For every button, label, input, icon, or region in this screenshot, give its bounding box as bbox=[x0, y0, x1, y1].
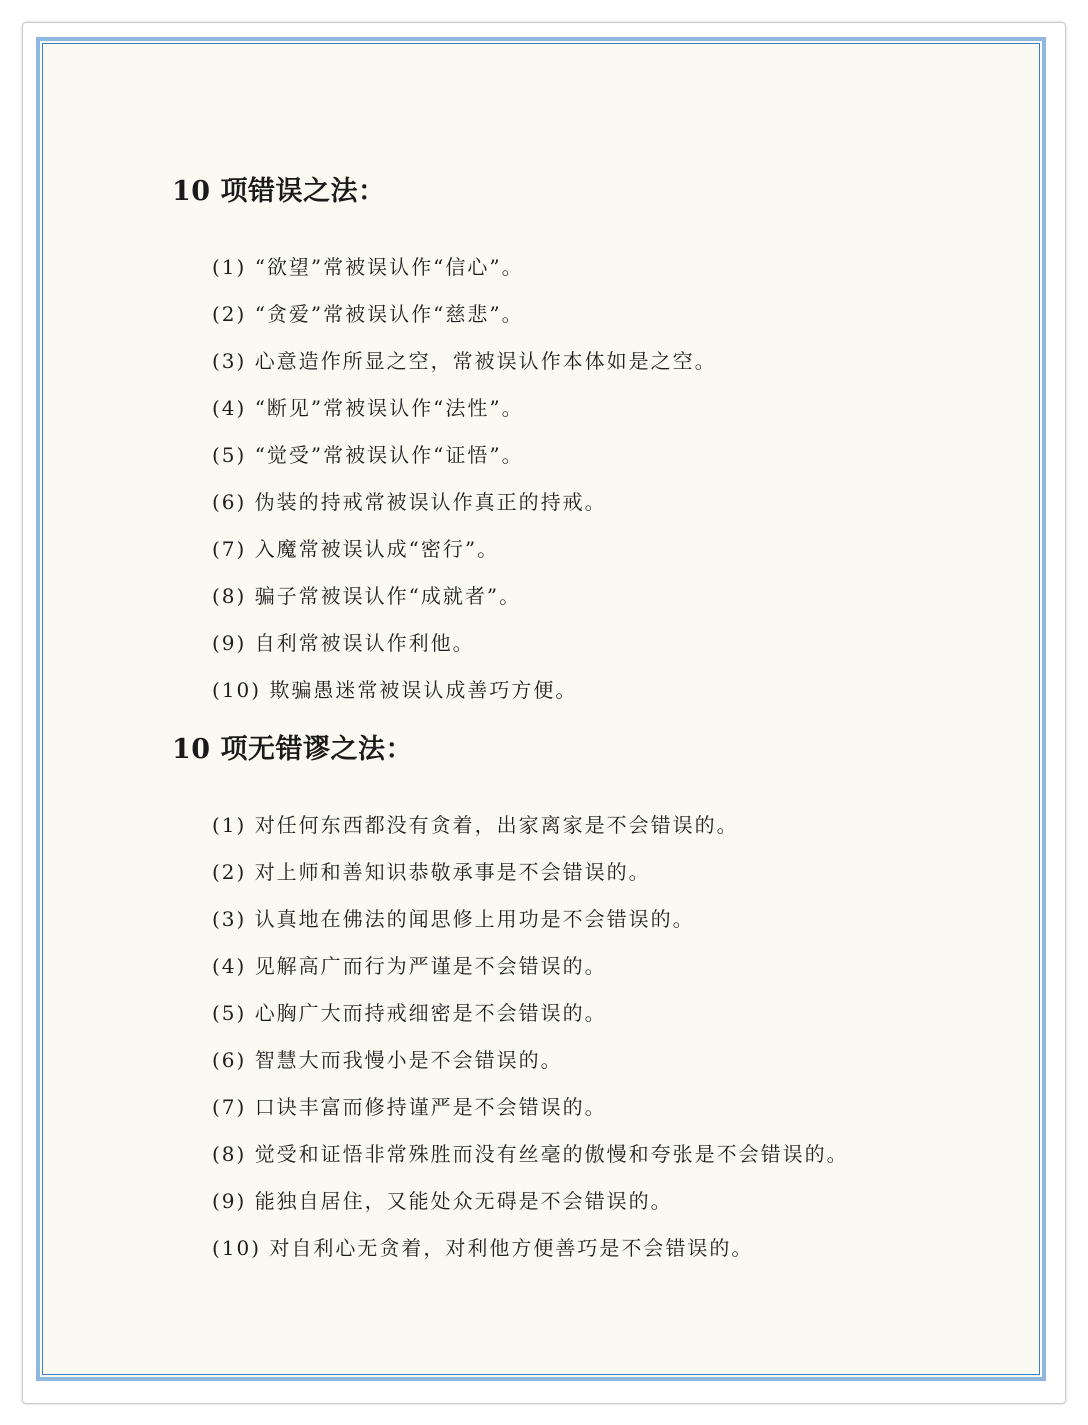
list-item: (8) 骗子常被误认作“成就者”。 bbox=[212, 584, 522, 608]
section-heading: 10 项错误之法： bbox=[172, 176, 386, 207]
list-item: (2) “贪爱”常被误认作“慈悲”。 bbox=[212, 302, 524, 326]
list-item: (5) “觉受”常被误认作“证悟”。 bbox=[212, 443, 524, 467]
section-heading: 10 项无错谬之法： bbox=[172, 734, 413, 765]
list-item: (10) 欺骗愚迷常被误认成善巧方便。 bbox=[212, 678, 578, 702]
list-item: (6) 伪装的持戒常被误认作真正的持戒。 bbox=[212, 490, 607, 514]
list-item: (1) 对任何东西都没有贪着，出家离家是不会错误的。 bbox=[212, 813, 739, 837]
list-item: (6) 智慧大而我慢小是不会错误的。 bbox=[212, 1048, 563, 1072]
list-item: (2) 对上师和善知识恭敬承事是不会错误的。 bbox=[212, 860, 651, 884]
item-list bbox=[172, 802, 952, 1272]
list-item: (3) 心意造作所显之空，常被误认作本体如是之空。 bbox=[212, 349, 717, 373]
list-item: (7) 入魔常被误认成“密行”。 bbox=[212, 537, 500, 561]
list-item: (10) 对自利心无贪着，对利他方便善巧是不会错误的。 bbox=[212, 1236, 754, 1260]
list-item: (9) 自利常被误认作利他。 bbox=[212, 631, 475, 655]
section-errors bbox=[172, 170, 952, 714]
list-item: (1) “欲望”常被误认作“信心”。 bbox=[212, 255, 524, 279]
list-item: (9) 能独自居住，又能处众无碍是不会错误的。 bbox=[212, 1189, 673, 1213]
list-item: (5) 心胸广大而持戒细密是不会错误的。 bbox=[212, 1001, 607, 1025]
list-item: (7) 口诀丰富而修持谨严是不会错误的。 bbox=[212, 1095, 607, 1119]
list-item: (4) “断见”常被误认作“法性”。 bbox=[212, 396, 524, 420]
list-item: (3) 认真地在佛法的闻思修上用功是不会错误的。 bbox=[212, 907, 695, 931]
list-item: (8) 觉受和证悟非常殊胜而没有丝毫的傲慢和夸张是不会错误的。 bbox=[212, 1142, 849, 1166]
item-list bbox=[172, 244, 952, 714]
list-item: (4) 见解高广而行为严谨是不会错误的。 bbox=[212, 954, 607, 978]
section-no-errors bbox=[172, 728, 952, 1272]
